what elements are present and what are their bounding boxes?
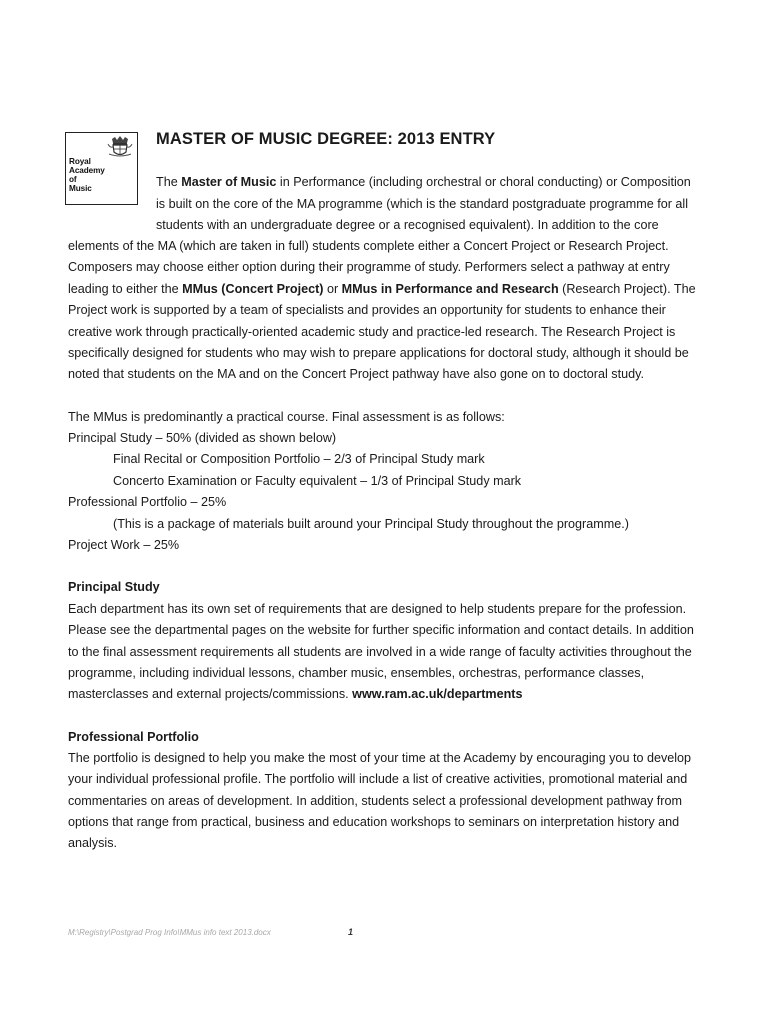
paragraph-line: your individual professional profile. The portfolio will include a list of creative activities, promotional material and: [68, 772, 688, 786]
paragraph-line: Each department has its own set of requirements that are designed to help students prepare for the profession.: [68, 602, 687, 616]
section-heading: Professional Portfolio: [68, 730, 199, 744]
departments-link[interactable]: www.ram.ac.uk/departments: [352, 687, 523, 701]
text: (Research Project). The: [558, 282, 696, 296]
intro-line: elements of the MA (which are taken in full) students complete either a Concert Project or Research Project.: [68, 239, 669, 253]
bold-term: MMus in Performance and Research: [341, 282, 559, 296]
paragraph-line: to the final assessment requirements all students are involved in a wide range of faculty activities throughout the: [68, 645, 692, 659]
footer-file-path: M:\Registry\Postgrad Prog Info\MMus info text 2013.docx: [68, 928, 271, 937]
assessment-item: Project Work – 25%: [68, 538, 180, 552]
intro-line: Project work is supported by a team of specialists and provides an opportunity for students to enhance their: [68, 303, 666, 317]
assessment-subitem: (This is a package of materials built around your Principal Study throughout the programme.): [113, 517, 629, 531]
assessment-item: Principal Study – 50% (divided as shown below): [68, 431, 337, 445]
intro-line: is built on the core of the MA programme (which is the standard postgraduate programme for all: [156, 197, 688, 211]
paragraph-line: [68, 686, 522, 702]
paragraph-line: analysis.: [68, 836, 117, 850]
paragraph-line: The portfolio is designed to help you make the most of your time at the Academy by encouraging you to develop: [68, 751, 692, 765]
text: The: [156, 175, 182, 189]
intro-line: [156, 174, 691, 190]
assessment-item: Professional Portfolio – 25%: [68, 495, 227, 509]
bold-term: Master of Music: [181, 175, 277, 189]
logo-text-line: Royal: [69, 157, 91, 166]
paragraph-line: options that range from practical, business and education workshops to seminars on interpretation history and: [68, 815, 680, 829]
page-title: MASTER OF MUSIC DEGREE: 2013 ENTRY: [156, 130, 496, 148]
intro-line: creative work through practically-oriented academic study and practice-led research. The Research Project is: [68, 325, 676, 339]
assessment-lead: The MMus is predominantly a practical course. Final assessment is as follows:: [68, 410, 505, 424]
text: or: [323, 282, 342, 296]
bold-term: MMus (Concert Project): [182, 282, 324, 296]
paragraph-line: Please see the departmental pages on the website for further specific information and contact details. In addition: [68, 623, 694, 637]
intro-line: specifically designed for students who may wish to prepare applications for doctoral study, although it should be: [68, 346, 689, 360]
logo-text-line: Music: [69, 184, 92, 193]
text: masterclasses and external projects/commissions.: [68, 687, 353, 701]
logo-text-line: Academy: [69, 166, 105, 175]
paragraph-line: programme, including individual lessons, chamber music, ensembles, orchestras, performance classes,: [68, 666, 645, 680]
intro-line: students with an undergraduate degree or a recognised equivalent). In addition to the core: [156, 218, 659, 232]
royal-crest-icon: [107, 136, 133, 158]
intro-line: noted that students on the MA and on the Concert Project pathway have also gone on to doctoral study.: [68, 367, 644, 381]
text: in Performance (including orchestral or choral conducting) or Composition: [276, 175, 691, 189]
royal-academy-logo: [65, 132, 138, 205]
section-heading: Principal Study: [68, 580, 160, 594]
intro-line: Composers may choose either option during their programme of study. Performers select a pathway at entry: [68, 260, 670, 274]
logo-text-line: of: [69, 175, 77, 184]
assessment-subitem: Concerto Examination or Faculty equivalent – 1/3 of Principal Study mark: [113, 474, 522, 488]
text: leading to either the: [68, 282, 183, 296]
page-number: 1: [348, 927, 354, 937]
intro-line: [68, 281, 696, 297]
assessment-subitem: Final Recital or Composition Portfolio – 2/3 of Principal Study mark: [113, 452, 485, 466]
paragraph-line: commentaries on areas of development. In addition, students select a professional development pathway from: [68, 794, 682, 808]
